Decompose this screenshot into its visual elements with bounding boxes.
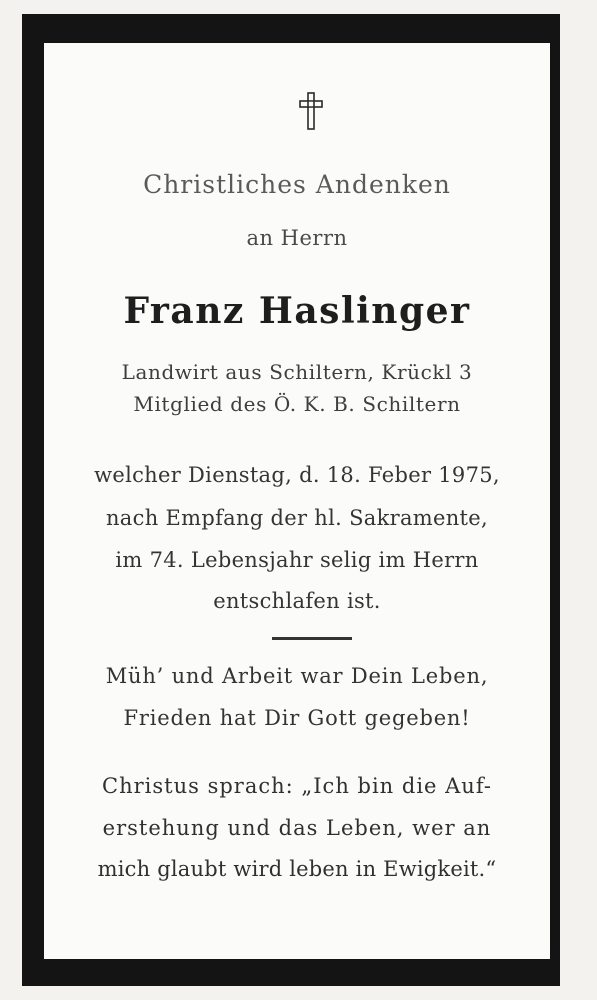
divider (272, 637, 352, 640)
membership-line: Mitglied des Ö. K. B. Schiltern (133, 392, 461, 416)
death-notice-line: nach Empfang der hl. Sakramente, (105, 506, 488, 530)
death-notice-line: entschlafen ist. (213, 589, 381, 613)
death-notice-line: welcher Dienstag, d. 18. Feber 1975, (94, 463, 500, 487)
scripture-quote-line: Christus sprach: „Ich bin die Auf- (102, 774, 492, 798)
verse-line: Müh’ und Arbeit war Dein Leben, (105, 664, 489, 688)
cross-icon (297, 92, 325, 130)
card-heading: Christliches Andenken (143, 170, 451, 199)
verse-line: Frieden hat Dir Gott gegeben! (123, 706, 471, 730)
death-notice-line: im 74. Lebensjahr selig im Herrn (115, 548, 479, 572)
occupation-line: Landwirt aus Schiltern, Krückl 3 (121, 360, 473, 384)
salutation: an Herrn (246, 226, 348, 250)
scripture-quote-line: erstehung und das Leben, wer an (102, 816, 492, 840)
scripture-quote-line: mich glaubt wird leben in Ewigkeit.“ (97, 857, 497, 881)
deceased-name: Franz Haslinger (123, 290, 471, 332)
